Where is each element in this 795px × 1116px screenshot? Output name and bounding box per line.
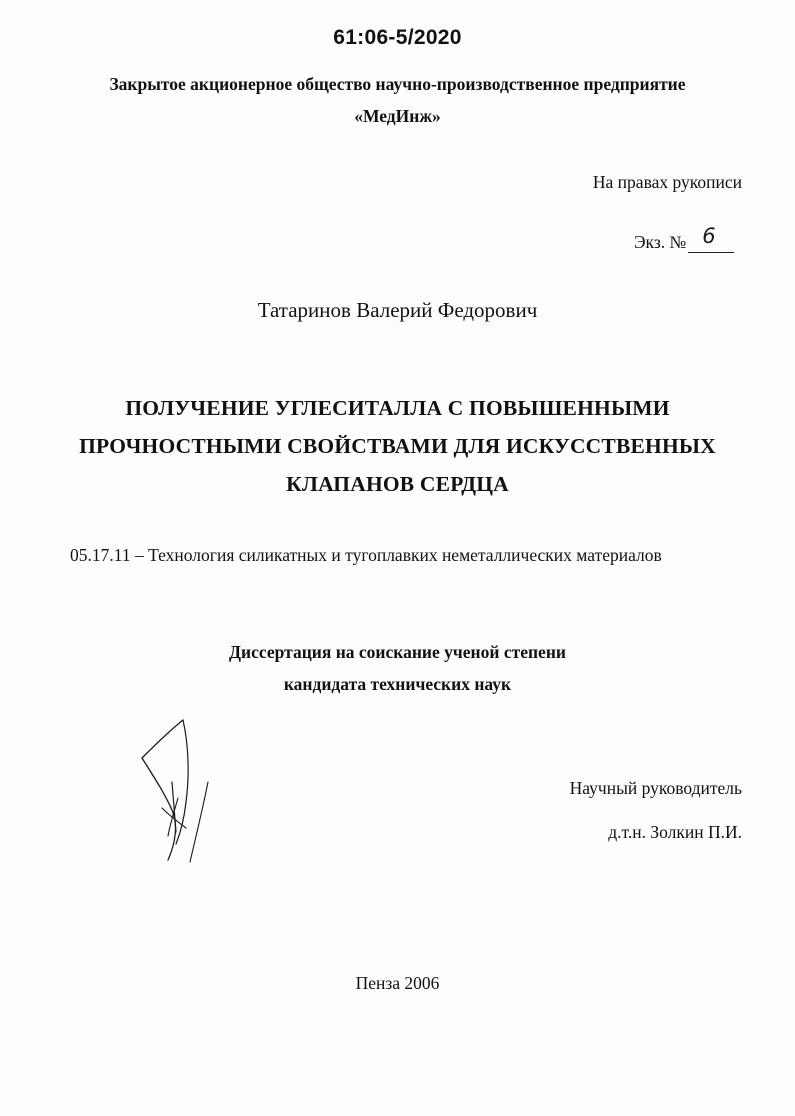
advisor-name: д.т.н. Золкин П.И. — [608, 822, 742, 842]
handwritten-signature — [128, 712, 218, 872]
copy-number-handwritten: 6 — [702, 224, 716, 248]
author-name: Татаринов Валерий Федорович — [257, 298, 538, 322]
degree-line-2: кандидата технических наук — [283, 674, 512, 694]
dissertation-title-line-1: ПОЛУЧЕНИЕ УГЛЕСИТАЛЛА С ПОВЫШЕННЫМИ — [125, 396, 670, 420]
advisor-role: Научный руководитель — [569, 778, 742, 798]
copy-number-blank — [688, 224, 734, 253]
degree-line-1: Диссертация на соискание ученой степени — [229, 642, 566, 662]
specialty-code: 05.17.11 – Технология силикатных и тугоплавких неметаллических материалов — [70, 545, 662, 565]
dissertation-title-line-3: КЛАПАНОВ СЕРДЦА — [286, 472, 509, 496]
copy-number-label: Экз. № — [634, 232, 687, 252]
city-and-year: Пенза 2006 — [355, 973, 440, 993]
dissertation-title-line-2: ПРОЧНОСТНЫМИ СВОЙСТВАМИ ДЛЯ ИСКУССТВЕННЫХ — [79, 434, 716, 458]
organization-short-name: «МедИнж» — [354, 106, 441, 126]
manuscript-rights-note: На правах рукописи — [592, 172, 742, 192]
copy-number — [634, 224, 734, 253]
catalog-number: 61:06-5/2020 — [333, 26, 462, 49]
organization-name: Закрытое акционерное общество научно-производственное предприятие — [109, 74, 686, 94]
